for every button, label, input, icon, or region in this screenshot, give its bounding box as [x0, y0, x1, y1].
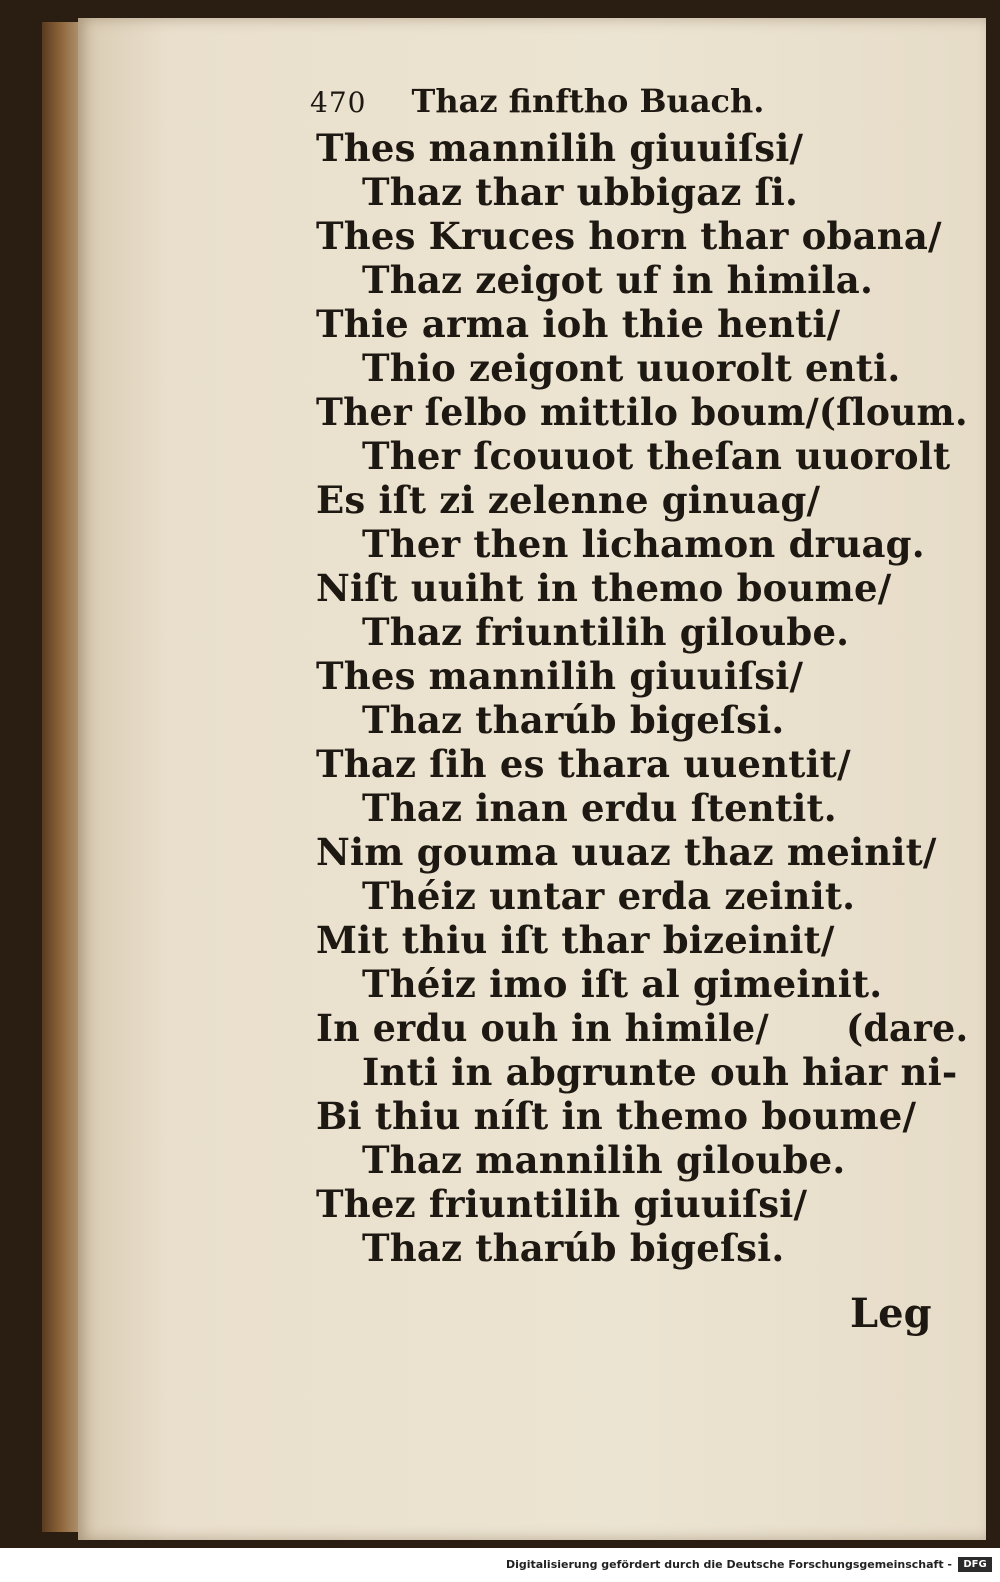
verse-line: Bi thiu níſt in themo boume/ — [316, 1094, 917, 1138]
verse-line: Thaz inan erdu ſtentit. — [362, 786, 837, 830]
verse-line: Thaz friuntilih giloube. — [362, 610, 850, 654]
verse-line: Thio zeigont uuorolt enti. — [362, 346, 901, 390]
running-title: Thaz finftho Buach. — [411, 82, 765, 120]
verse-line: Théiz untar erda zeinit. — [362, 874, 856, 918]
verse-line: Thaz thar ubbigaz ſi. — [362, 170, 799, 214]
page-number: 470 — [310, 86, 367, 119]
verse-line: Es iſt zi zelenne ginuag/ — [316, 478, 821, 522]
catchword: Leg — [850, 1290, 932, 1337]
verse-line: Thaz tharúb bigeſsi. — [362, 1226, 785, 1270]
verse-line: Nim gouma uuaz thaz meinit/ — [316, 830, 937, 874]
dfg-logo: DFG — [958, 1557, 992, 1572]
verse-line: Thes mannilih giuuiſsi/ — [316, 126, 804, 170]
verse-line: Ther ſcouuot theſan uuorolt — [362, 434, 951, 478]
verse-line: Niſt uuiht in themo boume/ — [316, 566, 892, 610]
verse-line: Thaz zeigot uf in himila. — [362, 258, 874, 302]
footer-bar — [0, 1548, 1000, 1582]
verse-line: Thaz ſih es thara uuentit/ — [316, 742, 851, 786]
verse-line: Inti in abgrunte ouh hiar ni- — [362, 1050, 958, 1094]
verse-line: Ther ſelbo mittilo boum/(ſloum. — [316, 390, 968, 434]
verse-line: In erdu ouh in himile/ (dare. — [316, 1006, 969, 1050]
verse-line: Théiz imo iſt al gimeinit. — [362, 962, 883, 1006]
page-header — [310, 82, 764, 120]
verse-line: Mit thiu iſt thar bizeinit/ — [316, 918, 835, 962]
funding-credit: Digitalisierung gefördert durch die Deutsche Forschungsgemeinschaft - — [505, 1558, 952, 1571]
verse-line: Thes Kruces horn thar obana/ — [316, 214, 942, 258]
verse-line: Thes mannilih giuuiſsi/ — [316, 654, 804, 698]
verse-line: Thez friuntilih giuuiſsi/ — [316, 1182, 808, 1226]
verse-line: Ther then lichamon druag. — [362, 522, 925, 566]
verse-line: Thaz mannilih giloube. — [362, 1138, 846, 1182]
verse-line: Thaz tharúb bigeſsi. — [362, 698, 785, 742]
verse-line: Thie arma ioh thie henti/ — [316, 302, 841, 346]
